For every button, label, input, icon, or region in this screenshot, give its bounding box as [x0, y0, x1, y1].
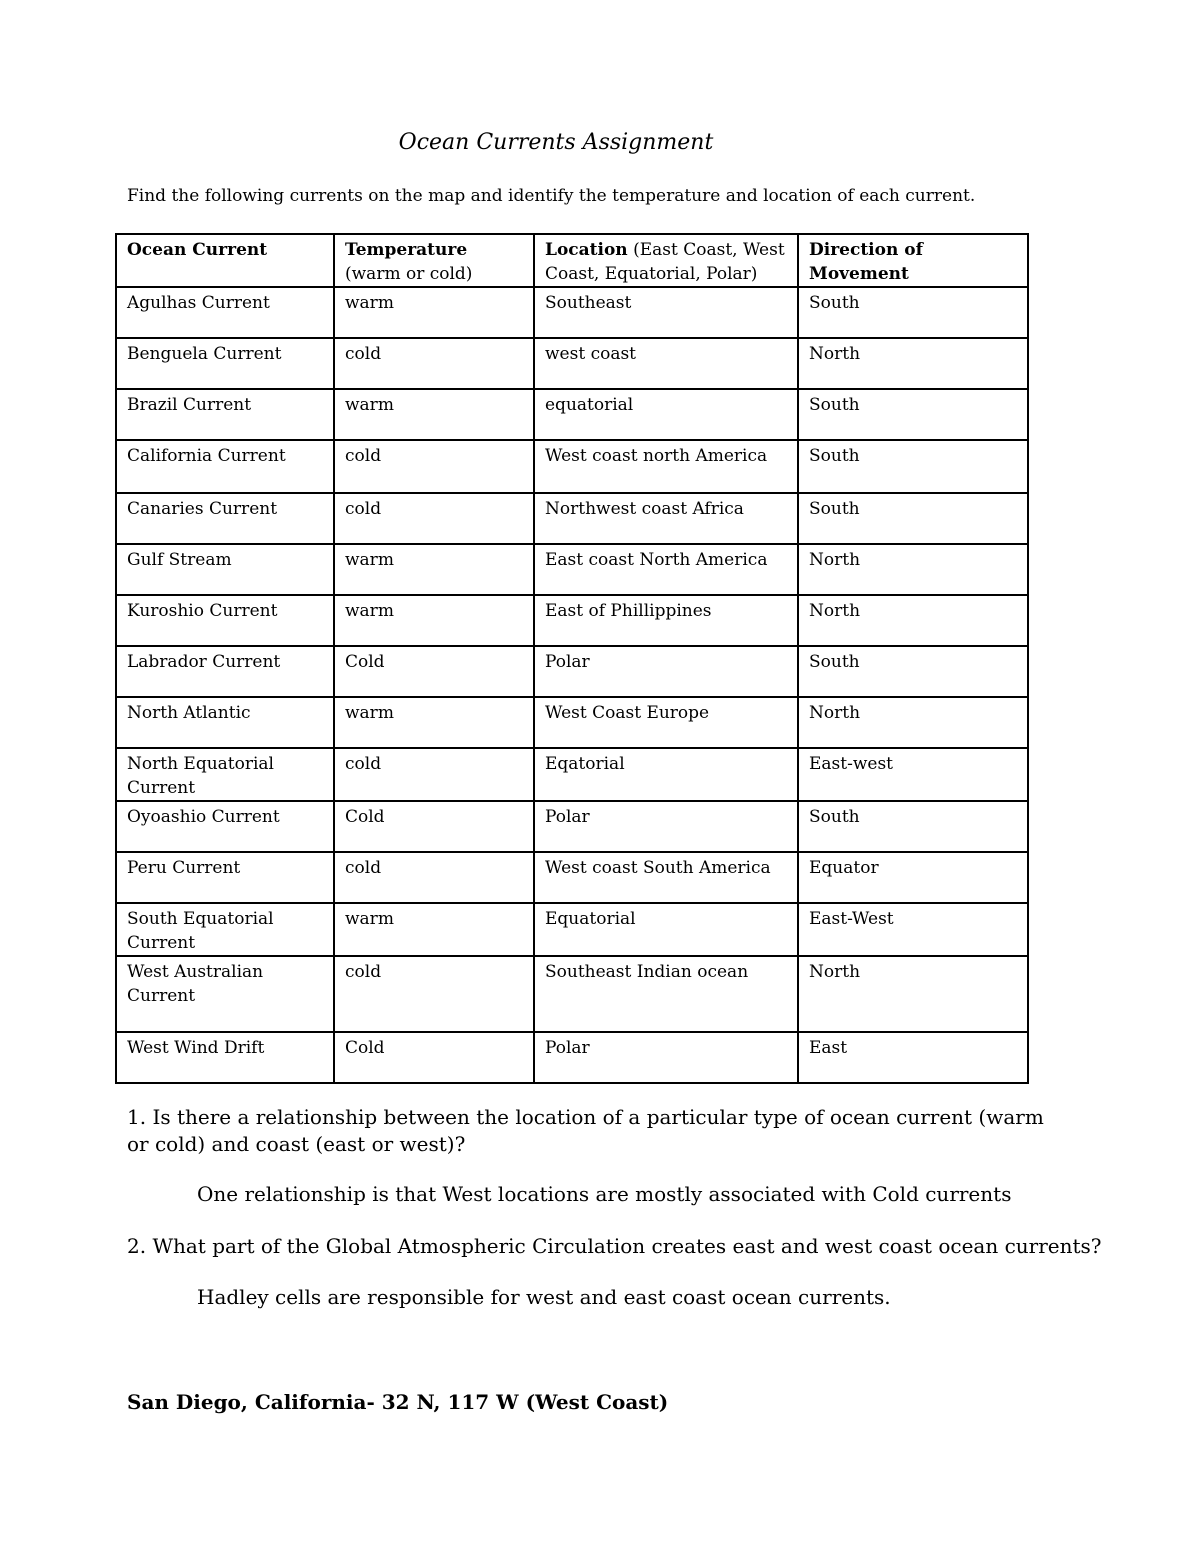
- cell-temperature: warm: [334, 389, 534, 440]
- cell-direction: East-West: [798, 903, 1028, 956]
- cell-location: Polar: [534, 1032, 798, 1083]
- cell-direction: South: [798, 493, 1028, 544]
- cell-direction: East: [798, 1032, 1028, 1083]
- cell-ocean-current: Kuroshio Current: [116, 595, 334, 646]
- cell-ocean-current: California Current: [116, 440, 334, 493]
- cell-ocean-current: Brazil Current: [116, 389, 334, 440]
- answer-1: One relationship is that West locations are mostly associated with Cold currents: [197, 1182, 1012, 1206]
- answer-2: Hadley cells are responsible for west and east coast ocean currents.: [197, 1285, 891, 1309]
- cell-ocean-current: West Australian Current: [116, 956, 334, 1032]
- table-row: [116, 1032, 1028, 1083]
- cell-direction: South: [798, 389, 1028, 440]
- cell-direction: North: [798, 697, 1028, 748]
- cell-ocean-current: Gulf Stream: [116, 544, 334, 595]
- cell-ocean-current: North Equatorial Current: [116, 748, 334, 801]
- cell-direction: South: [798, 801, 1028, 852]
- table-row: [116, 544, 1028, 595]
- ocean-currents-table: [115, 233, 1029, 1084]
- cell-temperature: warm: [334, 697, 534, 748]
- cell-temperature: Cold: [334, 1032, 534, 1083]
- table-row: [116, 852, 1028, 903]
- cell-ocean-current: Oyoashio Current: [116, 801, 334, 852]
- cell-location: East coast North America: [534, 544, 798, 595]
- cell-direction: South: [798, 646, 1028, 697]
- cell-ocean-current: Labrador Current: [116, 646, 334, 697]
- cell-ocean-current: North Atlantic: [116, 697, 334, 748]
- cell-location: West Coast Europe: [534, 697, 798, 748]
- cell-direction: North: [798, 595, 1028, 646]
- cell-location: Eqatorial: [534, 748, 798, 801]
- cell-location: Equatorial: [534, 903, 798, 956]
- instructions: Find the following currents on the map and identify the temperature and location of each current.: [127, 186, 976, 206]
- cell-direction: South: [798, 287, 1028, 338]
- table-header-row: [116, 234, 1028, 287]
- table-row: [116, 697, 1028, 748]
- cell-temperature: Cold: [334, 801, 534, 852]
- cell-ocean-current: Agulhas Current: [116, 287, 334, 338]
- cell-direction: East-west: [798, 748, 1028, 801]
- location-note: San Diego, California- 32 N, 117 W (West Coast): [127, 1390, 669, 1414]
- cell-direction: Equator: [798, 852, 1028, 903]
- cell-temperature: cold: [334, 493, 534, 544]
- cell-direction: North: [798, 338, 1028, 389]
- table-row: [116, 646, 1028, 697]
- header-direction: Direction of Movement: [798, 234, 1028, 287]
- cell-location: Polar: [534, 646, 798, 697]
- table-row: [116, 903, 1028, 956]
- table-row: [116, 338, 1028, 389]
- cell-location: Southeast Indian ocean: [534, 956, 798, 1032]
- cell-ocean-current: Benguela Current: [116, 338, 334, 389]
- cell-location: West coast north America: [534, 440, 798, 493]
- table-row: [116, 801, 1028, 852]
- table-row: [116, 595, 1028, 646]
- table-row: [116, 389, 1028, 440]
- cell-location: Northwest coast Africa: [534, 493, 798, 544]
- header-location: Location (East Coast, West Coast, Equatorial, Polar): [534, 234, 798, 287]
- header-temperature: Temperature (warm or cold): [334, 234, 534, 287]
- cell-ocean-current: South Equatorial Current: [116, 903, 334, 956]
- table-row: [116, 493, 1028, 544]
- cell-ocean-current: Canaries Current: [116, 493, 334, 544]
- cell-location: East of Phillippines: [534, 595, 798, 646]
- page-title: Ocean Currents Assignment: [398, 130, 714, 155]
- cell-direction: North: [798, 544, 1028, 595]
- table-row: [116, 440, 1028, 493]
- cell-temperature: warm: [334, 595, 534, 646]
- cell-temperature: Cold: [334, 646, 534, 697]
- cell-ocean-current: Peru Current: [116, 852, 334, 903]
- cell-location: Southeast: [534, 287, 798, 338]
- cell-temperature: warm: [334, 287, 534, 338]
- header-ocean-current: Ocean Current: [116, 234, 334, 287]
- cell-temperature: warm: [334, 903, 534, 956]
- cell-location: west coast: [534, 338, 798, 389]
- cell-direction: North: [798, 956, 1028, 1032]
- cell-location: Polar: [534, 801, 798, 852]
- table-row: [116, 748, 1028, 801]
- cell-location: equatorial: [534, 389, 798, 440]
- cell-ocean-current: West Wind Drift: [116, 1032, 334, 1083]
- cell-temperature: cold: [334, 956, 534, 1032]
- cell-temperature: cold: [334, 440, 534, 493]
- cell-temperature: cold: [334, 748, 534, 801]
- table-row: [116, 956, 1028, 1032]
- question-2: 2. What part of the Global Atmospheric Circulation creates east and west coast ocean currents?: [127, 1234, 1102, 1258]
- cell-temperature: cold: [334, 852, 534, 903]
- cell-location: West coast South America: [534, 852, 798, 903]
- cell-temperature: cold: [334, 338, 534, 389]
- cell-direction: South: [798, 440, 1028, 493]
- cell-temperature: warm: [334, 544, 534, 595]
- question-1: 1. Is there a relationship between the location of a particular type of ocean current (warm or cold) and coast (east or west)?: [127, 1105, 1044, 1156]
- table-row: [116, 287, 1028, 338]
